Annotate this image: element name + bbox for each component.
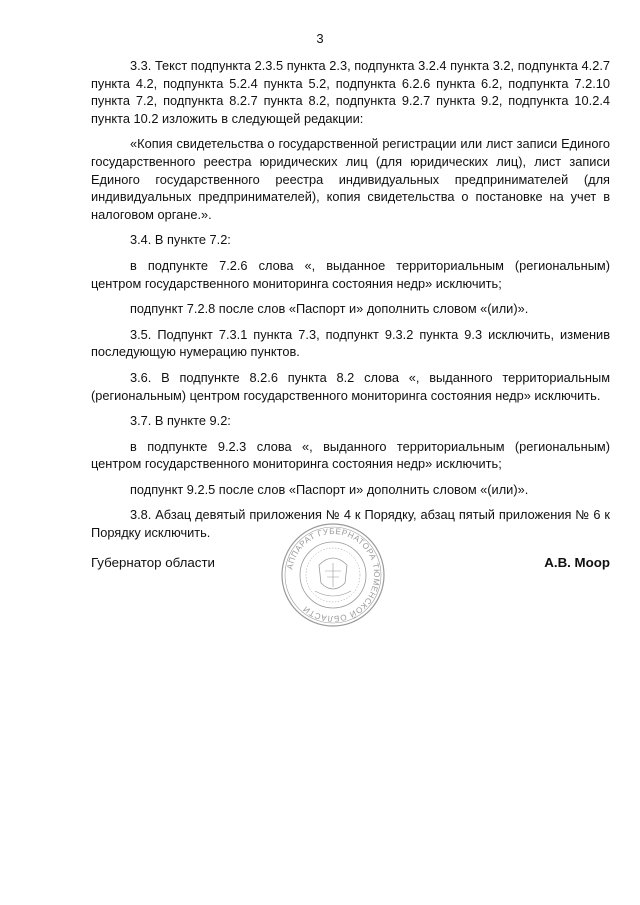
paragraph-3-6: 3.6. В подпункте 8.2.6 пункта 8.2 слова «, выданного территориальным (региональным) центром государственного мониторинга состояния недр» исключить. xyxy=(91,369,610,403)
paragraph-3-3: 3.3. Текст подпункта 2.3.5 пункта 2.3, подпункта 3.2.4 пункта 3.2, подпункта 4.2.7 пункта 4.2, подпункта 5.2.4 пункта 5.2, подпункта 6.2.6 пункта 6.2, подпункта 7.2.10 пункта 7.2, подпункта 8.2.7 пункта 8.2, подпункта 9.2.7 пункта 9.2, подпункта 10.2.4 пункта 10.2 изложить в следующей редакции: xyxy=(91,58,610,126)
official-seal xyxy=(279,521,387,629)
paragraph-3-4-b: подпункт 7.2.8 после слов «Паспорт и» дополнить словом «(или)». xyxy=(130,301,529,317)
paragraph-3-4-a: в подпункте 7.2.6 слова «, выданное территориальным (региональным) центром государственного мониторинга состояния недр» исключить; xyxy=(91,257,610,291)
document-body xyxy=(91,57,610,542)
paragraph-3-5: 3.5. Подпункт 7.3.1 пункта 7.3, подпункт 9.3.2 пункта 9.3 исключить, изменив последующую нумерацию пунктов. xyxy=(91,326,610,360)
seal-text: АППАРАТ ГУБЕРНАТОРА ТЮМЕНСКОЙ ОБЛАСТИ xyxy=(285,526,382,624)
page-number: 3 xyxy=(316,31,324,46)
paragraph-quote: «Копия свидетельства о государственной регистрации или лист записи Единого государственного реестра юридических лиц (для юридических лиц), лист записи Единого государственного реестра индивидуальных предпринимателей (для индивидуальных предпринимателей), копия свидетельства о постановке на учет в налоговом органе.». xyxy=(91,136,610,222)
paragraph-3-7-b: подпункт 9.2.5 после слов «Паспорт и» дополнить словом «(или)». xyxy=(130,481,529,497)
paragraph-3-7: 3.7. В пункте 9.2: xyxy=(130,413,231,429)
paragraph-3-4: 3.4. В пункте 7.2: xyxy=(130,232,231,248)
signatory-title: Губернатор области xyxy=(91,555,215,570)
signatory-name: А.В. Моор xyxy=(544,555,610,570)
paragraph-3-7-a: в подпункте 9.2.3 слова «, выданного территориальным (региональным) центром государственного мониторинга состояния недр» исключить; xyxy=(91,438,610,472)
paragraph-3-8: 3.8. Абзац девятый приложения № 4 к Порядку, абзац пятый приложения № 6 к Порядку исключить. xyxy=(91,507,610,541)
